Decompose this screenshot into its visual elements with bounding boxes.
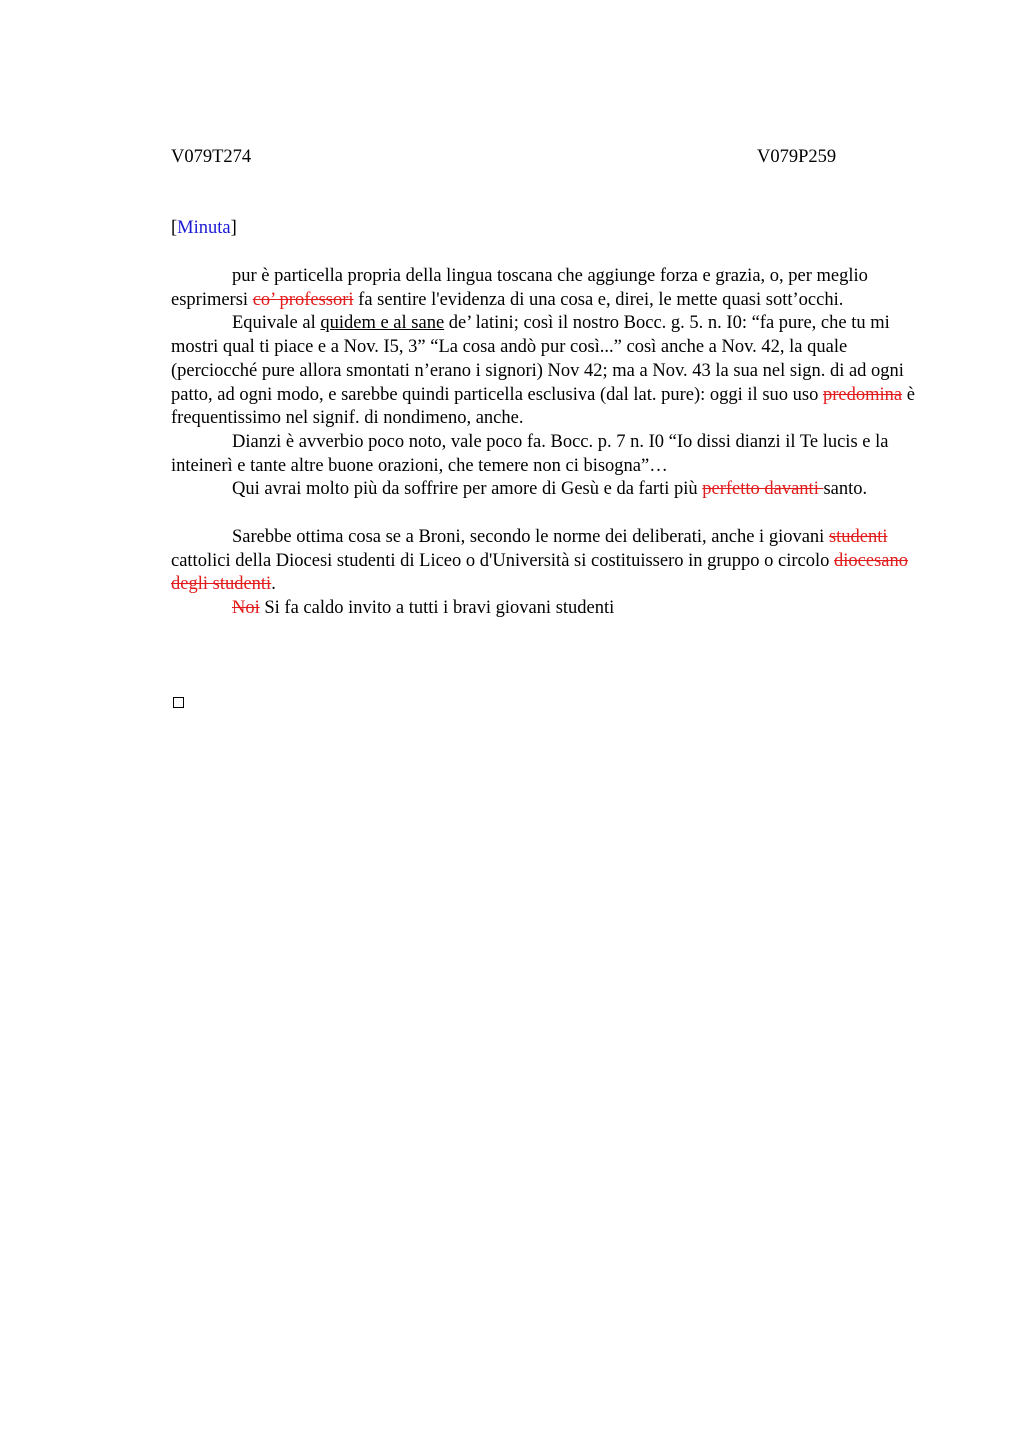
minuta-label: Minuta xyxy=(177,218,231,238)
paragraph-1 xyxy=(171,265,931,312)
bracket-open: [ xyxy=(171,218,178,238)
section-label xyxy=(171,217,237,241)
paragraph-6 xyxy=(171,597,931,621)
body-text xyxy=(171,265,931,621)
text-run: pur è particella propria della lingua toscana che aggiunge forza e grazia, o, per meglio esprimersi xyxy=(171,266,868,310)
paragraph-2 xyxy=(171,312,931,431)
bracket-close: ] xyxy=(230,218,237,238)
text-run: Equivale al xyxy=(232,313,321,334)
text-run: è frequentissimo nel signif. di nondimeno, anche. xyxy=(171,384,915,429)
text-run: Si fa caldo invito a tutti i bravi giovani studenti xyxy=(259,598,615,619)
text-run: cattolici della Diocesi studenti di Liceo o d'Università si costituissero in gruppo o circolo xyxy=(171,550,835,571)
underlined-text: quidem e al sane xyxy=(320,313,445,334)
paragraph-4 xyxy=(171,478,931,502)
header-row xyxy=(171,146,931,170)
text-run: . xyxy=(271,574,276,595)
document-code-right: V079P259 xyxy=(757,147,837,167)
document-page xyxy=(171,146,931,619)
deleted-text: studenti xyxy=(828,527,888,548)
deleted-text: diocesano degli studenti xyxy=(171,550,909,595)
text-run: de’ latini; così il nostro Bocc. g. 5. n. I0: “fa pure, che tu mi mostri qual ti piace e a Nov. I5, 3” “La cosa andò pur così...” così anche a Nov. 42, la quale (perciocché pure allora smontati n’erano i signori) Nov 42; ma a Nov. 43 la sua nel sign. di ad ogni patto, ad ogni modo, e sarebbe quindi particella esclusiva (dal lat. pure): oggi il suo uso xyxy=(171,313,904,405)
text-run: Sarebbe ottima cosa se a Broni, secondo le norme dei deliberati, anche i giovani xyxy=(232,527,829,548)
text-run: Qui avrai molto più da soffrire per amore di Gesù e da farti più xyxy=(232,479,703,500)
paragraph-5 xyxy=(171,526,931,597)
deleted-text: predomina xyxy=(822,384,903,405)
checkbox-square-icon xyxy=(173,697,184,708)
document-code-left: V079T274 xyxy=(171,147,252,167)
deleted-text: co’ professori xyxy=(252,289,354,310)
paragraph-gap xyxy=(171,502,931,526)
text-run: santo. xyxy=(823,479,868,500)
text-run: Dianzi è avverbio poco noto, vale poco fa. Bocc. p. 7 n. I0 “Io dissi dianzi il Te lucis e la inteinerì e tante altre buone orazioni, che temere non ci bisogna”… xyxy=(171,431,889,476)
deleted-text: Noi xyxy=(232,598,260,619)
text-run: fa sentire l'evidenza di una cosa e, direi, le mette quasi sott’occhi. xyxy=(353,289,844,310)
paragraph-3 xyxy=(171,431,931,478)
deleted-text: perfetto davanti xyxy=(702,479,824,500)
